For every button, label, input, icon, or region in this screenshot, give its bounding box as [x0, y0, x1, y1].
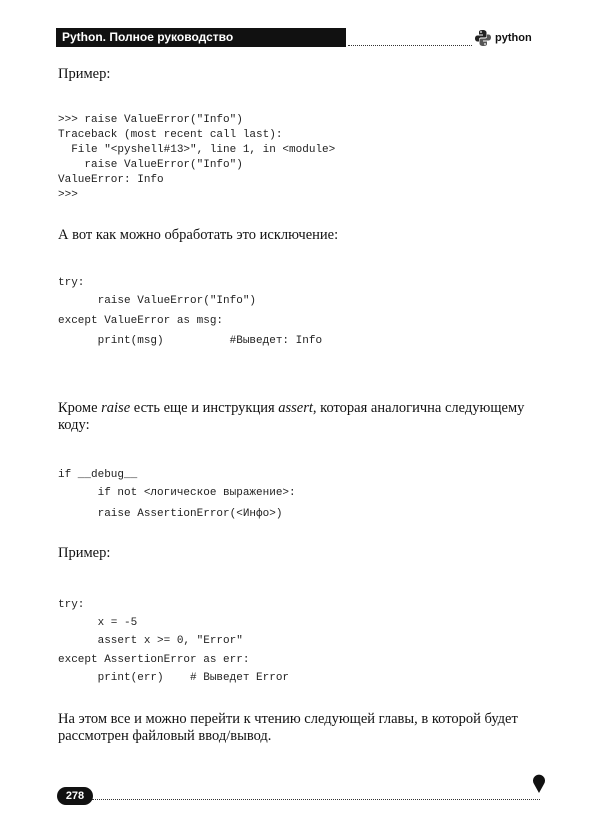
text-span: , которая аналогична следующему коду: [58, 400, 525, 433]
code-line: if not <логическое выражение>: [58, 487, 296, 499]
running-header-title: Python. Полное руководство [56, 28, 346, 47]
footer-dotted-rule [92, 799, 540, 800]
code-line: print(msg) #Выведет: Info [58, 335, 323, 347]
page-number: 278 [57, 787, 93, 805]
python-logo-icon [474, 29, 492, 47]
code-line: except AssertionError as err: [58, 654, 250, 666]
python-logo-text: python [495, 32, 532, 44]
code-line: try: [58, 599, 85, 611]
drop-marker-icon [532, 774, 546, 794]
header-dotted-rule [348, 45, 472, 46]
code-line: raise AssertionError(<Инфо>) [58, 508, 283, 520]
keyword-raise: raise [101, 400, 131, 416]
code-line: try: [58, 277, 85, 289]
paragraph-conclusion: На этом все и можно перейти к чтению следующей главы, в которой будет рассмотрен файловый ввод/вывод. [58, 711, 518, 744]
paragraph-assert-intro [58, 400, 548, 434]
code-line: if __debug__ [58, 469, 138, 481]
keyword-assert: assert [278, 400, 313, 416]
code-line: assert x >= 0, "Error" [58, 635, 243, 647]
python-logo [474, 28, 532, 48]
paragraph-example-1: Пример: [58, 66, 111, 82]
text-span: Кроме [58, 400, 102, 416]
text-span: есть еще и инструкция [130, 400, 279, 416]
code-line: print(err) # Выведет Error [58, 672, 290, 684]
code-line: except ValueError as msg: [58, 315, 224, 327]
code-block-traceback: >>> raise ValueError("Info") Traceback (most recent call last): File "<pyshell#13>", line 1, in <module> raise ValueError("Info") ValueError: Info >>> [58, 114, 336, 201]
code-line: x = -5 [58, 617, 138, 629]
code-line: raise ValueError("Info") [58, 295, 257, 307]
paragraph-example-2: Пример: [58, 545, 111, 561]
paragraph-handle-exception: А вот как можно обработать это исключение: [58, 227, 339, 243]
